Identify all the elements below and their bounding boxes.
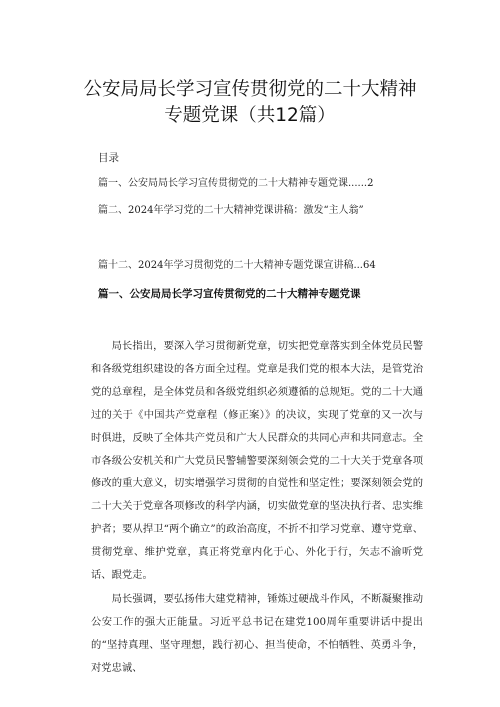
- body-paragraph-2: 局长强调，要弘扬伟大建党精神，锤炼过硬战斗作风，不断凝聚推动公安工作的强大正能量。习近平总书记在建党100周年重要讲话中提出的“坚持真理、坚守理想，践行初心、担当使命，不怕牺牲、英勇斗争，对党忠诚、: [91, 593, 423, 674]
- body-paragraph-1: 局长指出，要深入学习贯彻新党章，切实把党章落实到全体党员民警和各级党组织建设的各方面全过程。党章是我们党的根本大法，是管党治党的总章程，是全体党员和各级党组织必须遵循的总规矩。党的二十大通过的关于《中国共产党章程（修正案）》的决议，实现了党章的又一次与时俱进，反映了全体共产党员和广大人民群众的共同心声和共同意志。全市各级公安机关和广大党员民警辅警要深刻领会党的二十大关于党章各项修改的重大意义，切实增强学习贯彻的自觉性和坚定性；要深刻领会党的二十大关于党章各项修改的科学内涵，切实做党章的坚决执行者、忠实维护者；要从捍卫“两个确立”的政治高度，不折不扣学习党章、遵守党章、贯彻党章、维护党章，真正将党章内化于心、外化于行，矢志不渝听党话、跟党走。: [91, 340, 423, 582]
- section-title: 篇一、公安局局长学习宣传贯彻党的二十大精神专题党课: [98, 288, 361, 300]
- toc-heading: 目录: [98, 152, 119, 164]
- toc-item-1[interactable]: 篇一、公安局局长学习宣传贯彻党的二十大精神专题党课......2: [98, 178, 374, 189]
- document-title-line1: 公安局局长学习宣传贯彻党的二十大精神: [83, 79, 417, 100]
- toc-item-2[interactable]: 篇二、2024年学习党的二十大精神党课讲稿：激发“主人翁”: [98, 205, 364, 216]
- document-title-line2: 专题党课（共12篇）: [164, 105, 336, 126]
- toc-item-12[interactable]: 篇十二、2024年学习贯彻党的二十大精神专题党课宣讲稿...64: [98, 260, 376, 271]
